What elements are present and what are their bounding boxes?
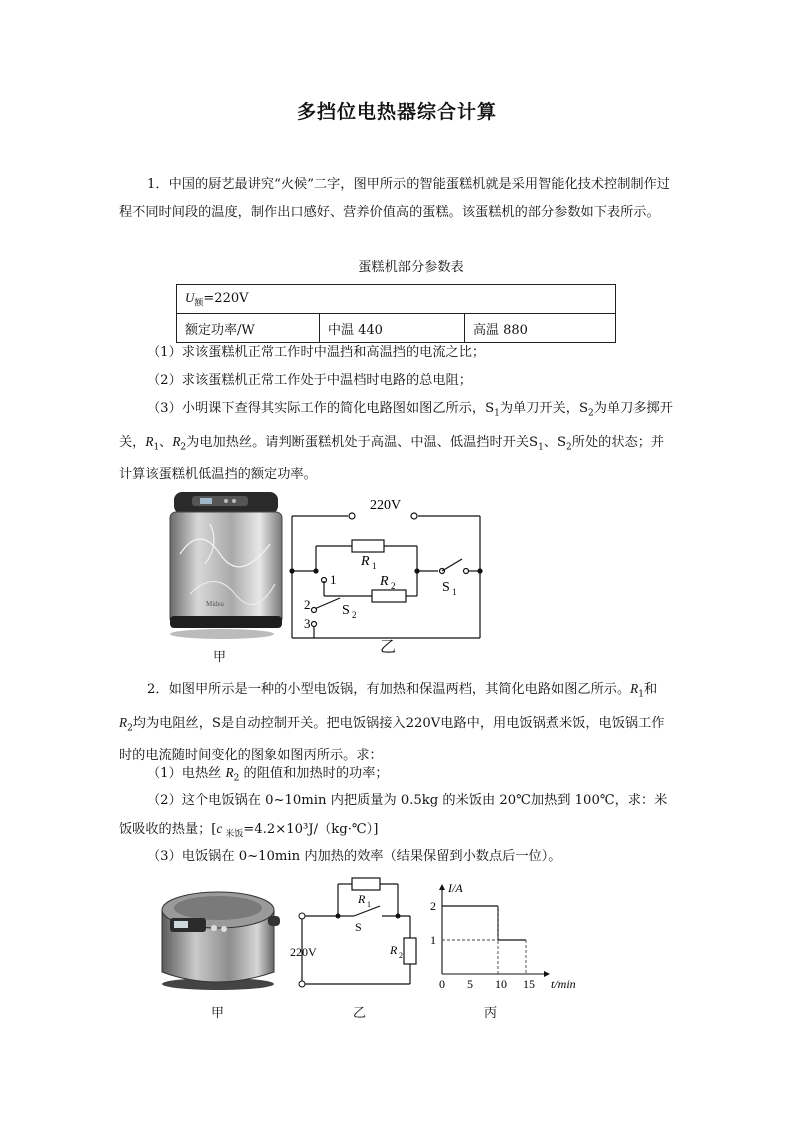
svg-text:1: 1 bbox=[452, 587, 457, 597]
q2-intro: 2．如图甲所示是一种的小型电饭锅，有加热和保温两档，其简化电路如图乙所示。$R_1$和 $R_2$均为电阻丝，S是自动控制开关。把电饭锅接入220V电路中，用电饭锅煮米饭，电饭锅工作时的电流随时间变化的图象如图丙所示。求： bbox=[119, 681, 665, 764]
fig1-r2-label: R bbox=[380, 574, 389, 589]
svg-text:2: 2 bbox=[391, 581, 396, 591]
fig2-label-bing: 丙 bbox=[484, 1006, 498, 1021]
fig2-r1-label: R bbox=[358, 892, 366, 906]
fig2-label-yi: 乙 bbox=[353, 1006, 367, 1021]
rated-voltage-cell: $U_额=220V$ bbox=[177, 285, 616, 314]
q1-sub3: （3）小明课下查得其实际工作的简化电路图如图乙所示，$S_1$为单刀开关，$S_2$为单刀多掷开关，$R_1$、$R_2$为电加热丝。请判断蛋糕机处于高温、中温、低温挡时开关$S_1$、$S_2$所处的状态；并计算该蛋糕机低温挡的额定功率。 bbox=[119, 401, 673, 483]
x-tick-label: 10 bbox=[495, 977, 507, 991]
y-tick-label: 2 bbox=[430, 899, 436, 913]
fig1-pos3: 3 bbox=[304, 616, 311, 631]
mid-temp-cell: 中温 440 bbox=[320, 314, 465, 343]
fig1-pos2: 2 bbox=[304, 597, 311, 612]
svg-text:1: 1 bbox=[367, 900, 371, 909]
page-title: 多挡位电热器综合计算 bbox=[296, 101, 497, 123]
circuit-diagram-1 bbox=[280, 488, 500, 658]
brand-logo: Midea bbox=[206, 600, 224, 608]
table-title: 蛋糕机部分参数表 bbox=[358, 260, 464, 275]
fig1-label-jia: 甲 bbox=[213, 650, 227, 665]
q1-sub2: （2）求该蛋糕机正常工作处于中温档时电路的总电阻； bbox=[147, 373, 472, 388]
current-time-chart bbox=[420, 876, 576, 996]
rice-cooker-image bbox=[156, 882, 286, 992]
svg-text:1: 1 bbox=[372, 561, 377, 571]
x-tick-label: 15 bbox=[523, 977, 535, 991]
rated-power-label: 额定功率/W bbox=[177, 314, 320, 343]
fig1-s1-label: S bbox=[442, 580, 450, 595]
x-tick-label: 0 bbox=[439, 977, 445, 991]
fig2-r2-label: R bbox=[390, 943, 398, 957]
y-axis-arrow bbox=[439, 884, 445, 890]
y-tick-label: 1 bbox=[430, 933, 436, 947]
x-axis-label: t/min bbox=[551, 977, 576, 991]
q1-sub1: （1）求该蛋糕机正常工作时中温挡和高温挡的电流之比； bbox=[147, 345, 486, 360]
fig2-voltage-label: 220V bbox=[290, 945, 317, 959]
fig2-label-jia: 甲 bbox=[211, 1006, 225, 1021]
cake-machine-image bbox=[160, 484, 285, 639]
fig2-s-label: S bbox=[355, 920, 362, 934]
params-table bbox=[176, 284, 616, 343]
q2-sub2: （2）这个电饭锅在 0~10min 内把质量为 0.5kg 的米饭由 20℃加热到 100℃，求：米饭吸收的热量；[c $_{米饭}$=4.2×10³J/（kg·℃）] bbox=[119, 793, 668, 840]
y-axis-label: I/A bbox=[448, 881, 463, 895]
q1-intro: 1．中国的厨艺最讲究“火候”二字，图甲所示的智能蛋糕机就是采用智能化技术控制制作过程不同时间段的温度，制作出口感好、营养价值高的蛋糕。该蛋糕机的部分参数如下表所示。 bbox=[119, 177, 670, 220]
fig1-voltage-label: 220V bbox=[370, 498, 402, 513]
svg-text:2: 2 bbox=[352, 610, 357, 620]
q2-sub3: （3）电饭锅在 0~10min 内加热的效率（结果保留到小数点后一位）。 bbox=[147, 849, 562, 864]
circuit-diagram-2 bbox=[290, 874, 420, 994]
fig1-pos1: 1 bbox=[330, 572, 337, 587]
fig1-label-yi: 乙 bbox=[380, 637, 397, 656]
svg-text:2: 2 bbox=[399, 951, 403, 960]
x-axis-arrow bbox=[544, 971, 550, 977]
q2-sub1: （1）电热丝 $R_2$ 的阻值和加热时的功率； bbox=[147, 765, 389, 784]
x-tick-label: 5 bbox=[467, 977, 473, 991]
high-temp-cell: 高温 880 bbox=[465, 314, 616, 343]
fig1-s2-label: S bbox=[342, 603, 350, 618]
fig1-r1-label: R bbox=[361, 554, 370, 569]
